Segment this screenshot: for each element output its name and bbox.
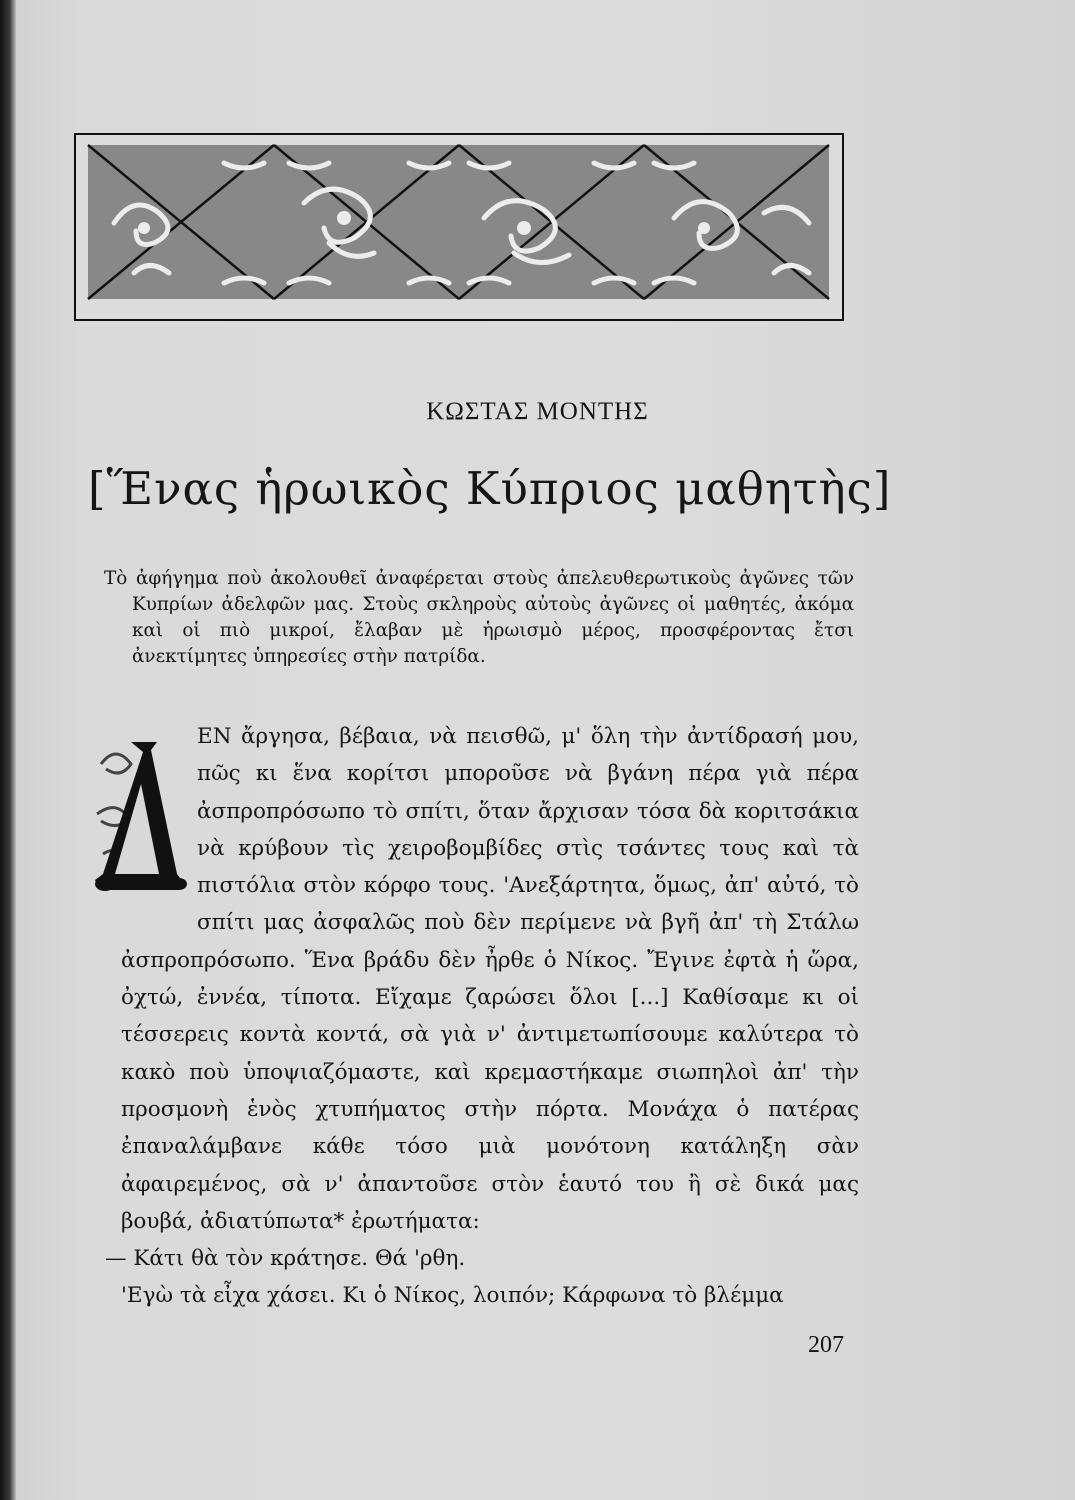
book-spine-shadow [0, 0, 16, 1500]
drop-cap-delta-icon [91, 724, 187, 908]
body-paragraph-1: ΕΝ ἄργησα, βέβαια, νὰ πεισθῶ, μ' ὅλη τὴν ἀντίδρασή μου, πῶς κι ἕνα κορίτσι μποροῦσε νὰ βγάνη πέρα γιὰ πέρα ἀσπροπρόσωπο τὸ σπίτι, ὅταν ἄρχισαν τόσα δὰ κοριτσάκια νὰ κρύβουν τὶς χειροβομβίδες στὶς τσάντες τους καὶ τὰ πιστόλια στὸν κόρφο τους. 'Ανεξάρτητα, ὅμως, ἀπ' αὐτό, τὸ σπίτι μας ἀσφαλῶς ποὺ δὲν περίμενε νὰ βγῆ ἀπ' τὴ Στάλω ἀσπροπρόσωπο. Ἕνα βράδυ δὲν ἦρθε ὁ Νίκος. Ἔγινε ἐφτὰ ἡ ὥρα, ὀχτώ, ἐννέα, τίποτα. Εἴχαμε ζαρώσει ὅλοι [...] Καθίσαμε κι οἱ τέσσερεις κοντὰ κοντά, σὰ γιὰ ν' ἀντιμετωπίσουμε καλύτερα τὸ κακὸ ποὺ ὑποψιαζόμαστε, καὶ κρεμαστήκαμε σιωπηλοὶ ἀπ' τὴν προσμονὴ ἑνὸς χτυπήματος στὴν πόρτα. Μονάχα ὁ πατέρας ἐπαναλάμβανε κάθε τόσο μιὰ μονότονη κατάληξη σὰν ἀφαιρεμένος, σὰ ν' ἀπαντοῦσε στὸν ἑαυτό του ἢ σὲ δικά μας βουβά, ἀδιατύπωτα* ἐρωτήματα: [121, 724, 859, 1234]
main-text [105, 718, 859, 1315]
decorative-header-ornament [74, 133, 844, 321]
intro-text: Τὸ ἀφήγημα ποὺ ἀκολουθεῖ ἀναφέρεται στοὺς ἀπελευθερωτικοὺς ἀγῶνες τῶν Κυπρίων ἀδελφῶν μας. Στοὺς σκληροὺς αὐτοὺς ἀγῶνες οἱ μαθητές, ἀκόμα καὶ οἱ πιὸ μικροί, ἔλαβαν μὲ ἡρωισμὸ μέρος, προσφέροντας ἔτσι ἀνεκτίμητες ὑπηρεσίες στὴν πατρίδα. [104, 568, 854, 667]
body-paragraph-2: 'Εγὼ τὰ εἶχα χάσει. Κι ὁ Νίκος, λοιπόν; Κάρφωνα τὸ βλέμμα [121, 1283, 784, 1309]
author-name: ΚΩΣΤΑΣ ΜΟΝΤΗΣ [426, 398, 649, 425]
dialogue-line: — Κάτι θὰ τὸν κράτησε. Θά 'ρθη. [105, 1246, 466, 1272]
page-number: 207 [808, 1332, 844, 1358]
intro-paragraph [104, 566, 854, 670]
page-title: [Ἕνας ἡρωικὸς Κύπριος μαθητὴς] [88, 462, 892, 515]
